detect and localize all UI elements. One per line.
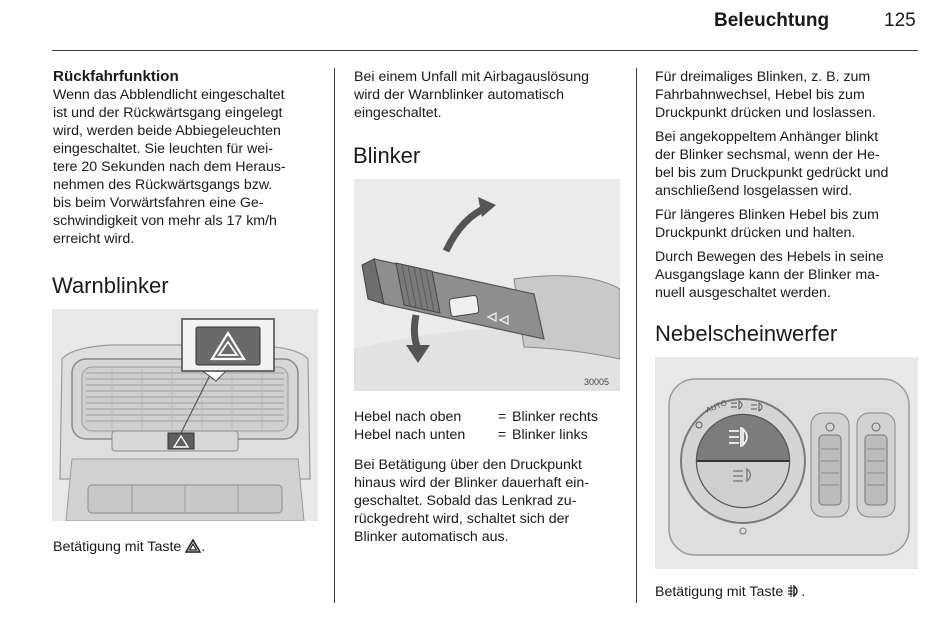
legend-right: Blinker rechts xyxy=(512,409,598,425)
legend-right: Blinker links xyxy=(512,427,588,443)
paragraph-trailer xyxy=(655,128,935,200)
blinker-paragraph xyxy=(354,456,630,546)
text-line: bis beim Vorwärtsfahren eine Ge- xyxy=(53,195,264,211)
subheading-rueckfahrfunktion: Rückfahrfunktion xyxy=(53,68,179,85)
text-line: hinaus wird der Blinker dauerhaft ein- xyxy=(354,475,590,491)
column-divider-2 xyxy=(636,68,637,603)
text-line: Bei einem Unfall mit Airbagauslösung xyxy=(354,69,590,85)
right-column-text xyxy=(655,68,935,302)
caption-text: Betätigung mit Taste xyxy=(53,539,186,555)
page-number: 125 xyxy=(884,10,916,31)
middle-intro xyxy=(354,68,630,122)
heading-nebelscheinwerfer: Nebelscheinwerfer xyxy=(655,321,838,346)
text-line: bel bis zum Druckpunkt gedrückt und xyxy=(655,165,889,181)
legend-equals: = xyxy=(497,427,507,443)
header-rule xyxy=(52,50,918,51)
paragraph-long-blink xyxy=(655,206,935,242)
text-line: Bei Betätigung über den Druckpunkt xyxy=(354,457,582,473)
legend-left: Hebel nach oben xyxy=(354,409,462,425)
paragraph-manual-off xyxy=(655,248,935,302)
legend-left: Hebel nach unten xyxy=(354,427,466,443)
caption-period: . xyxy=(201,539,206,555)
page-header-title: Beleuchtung xyxy=(714,10,830,31)
text-line: Bei angekoppeltem Anhänger blinkt xyxy=(655,129,879,145)
figure-number-label: 30005 xyxy=(584,377,610,387)
fog-light-switch-illustration xyxy=(655,357,918,569)
text-line: Druckpunkt drücken und loslassen. xyxy=(655,105,876,121)
text-line: wird, werden beide Abbiegeleuchten xyxy=(53,123,281,139)
column-divider-1 xyxy=(334,68,335,603)
hazard-triangle-icon xyxy=(185,539,201,558)
heading-warnblinker: Warnblinker xyxy=(52,273,169,298)
fog-light-caption xyxy=(655,583,805,603)
heading-blinker: Blinker xyxy=(353,143,421,168)
legend-row xyxy=(354,426,598,444)
text-line: nuell ausgeschaltet werden. xyxy=(655,285,831,301)
text-line: wird der Warnblinker automatisch xyxy=(354,87,564,103)
caption-text: Betätigung mit Taste xyxy=(655,584,788,600)
left-column xyxy=(53,68,325,248)
text-line: tere 20 Sekunden nach dem Heraus- xyxy=(53,159,286,175)
text-line: eingeschaltet. xyxy=(354,105,442,121)
text-line: anschließend losgelassen wird. xyxy=(655,183,853,199)
lever-legend xyxy=(354,408,598,444)
hazard-switch-illustration xyxy=(52,309,318,521)
paragraph-three-blinks xyxy=(655,68,935,122)
text-line: Für dreimaliges Blinken, z. B. zum xyxy=(655,69,871,85)
text-line: geschaltet. Sobald das Lenkrad zu- xyxy=(354,493,577,509)
text-line: Blinker automatisch aus. xyxy=(354,529,509,545)
text-line: erreicht wird. xyxy=(53,231,135,247)
rueckfahrfunktion-paragraph xyxy=(53,86,325,248)
text-line: Druckpunkt drücken und halten. xyxy=(655,225,856,241)
hazard-caption xyxy=(53,538,205,558)
text-line: Für längeres Blinken Hebel bis zum xyxy=(655,207,879,223)
text-line: Fahrbahnwechsel, Hebel bis zum xyxy=(655,87,865,103)
text-line: rückgedreht wird, schaltet sich der xyxy=(354,511,570,527)
turn-signal-lever-illustration xyxy=(354,179,620,391)
legend-row xyxy=(354,408,598,426)
text-line: nehmen des Rückwärtsgangs bzw. xyxy=(53,177,273,193)
text-line: Wenn das Abblendlicht eingeschaltet xyxy=(53,87,285,103)
legend-equals: = xyxy=(497,409,507,425)
text-line: ist und der Rückwärtsgang eingelegt xyxy=(53,105,283,121)
auto-label: AUTO xyxy=(704,398,729,415)
text-line: der Blinker sechsmal, wenn der He- xyxy=(655,147,880,163)
text-line: Durch Bewegen des Hebels in seine xyxy=(655,249,884,265)
text-line: schwindigkeit von mehr als 17 km/h xyxy=(53,213,277,229)
text-line: eingeschaltet. Sie leuchten für wei- xyxy=(53,141,274,157)
fog-light-icon xyxy=(787,584,801,603)
caption-period: . xyxy=(801,584,806,600)
text-line: Ausgangslage kann der Blinker ma- xyxy=(655,267,880,283)
